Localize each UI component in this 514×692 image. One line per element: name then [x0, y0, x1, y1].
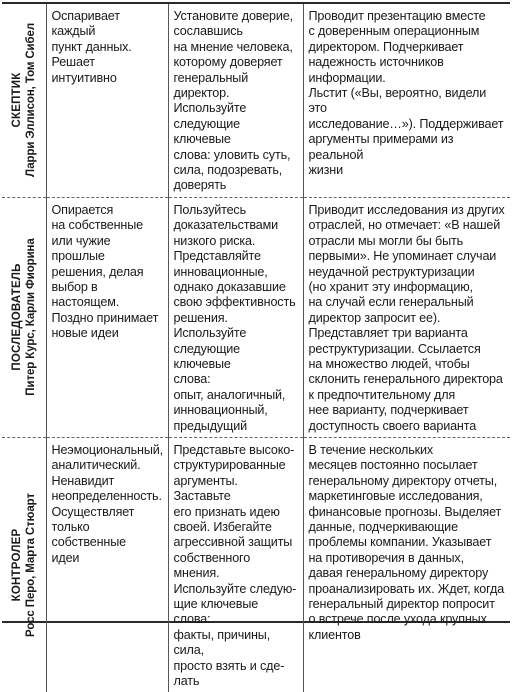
tips-cell: [168, 437, 303, 692]
table-row: [2, 437, 510, 692]
style-type: КОНТРОЛЕР: [10, 528, 23, 602]
tips-text: Пользуйтесь доказательствами низкого риска. Представляйте инновационные, однако доказавшие свою эффективность решения. Используйте следующие ключевые слова: опыт, аналогичный, инновационный, предыдущий: [173, 202, 296, 433]
styles-grid: [2, 4, 510, 692]
traits-cell: [46, 437, 168, 692]
decision-styles-table: [2, 2, 510, 689]
example-cell: [303, 437, 510, 692]
row-label-follower: [2, 197, 46, 437]
tips-text: Представьте высоко- структурированные аргументы. Заставьте его признать идею своей. Избегайте агрессивной защиты собственного мнения. Используйте следую- щие ключевые слова: факты, причины, сила, просто взять и сде- лать: [173, 442, 297, 689]
traits-cell: [46, 4, 168, 197]
example-text: Приводит исследования из других отраслей, но отмечает: «В нашей отрасли мы могли бы быть первыми». Не упоминает случаи неудачной реструктуризации (но хранит эту информацию, на случай если генеральный директор запросит ее). Представляет три варианта реструктуризации. Ссылается на множество людей, чтобы склонить генерального директора к предпочтительному для нее варианту, подчеркивает доступность своего варианта: [308, 202, 505, 433]
table-row: [2, 4, 510, 197]
example-text: В течение нескольких месяцев постоянно посылает генеральному директору отчеты, маркетинговые исследования, финансовые прогнозы. Выделяет данные, подчеркивающие проблемы компании. Указывает на противоречия в данных, давая генеральному директору проанализировать их. Ждет, когда генеральный директор попросит о встрече после ухода крупных клиентов: [308, 442, 505, 642]
row-label-skeptic: [2, 4, 46, 197]
row-label-controller: [2, 437, 46, 692]
example-cell: [303, 197, 510, 437]
example-text: Проводит презентацию вместе с доверенным операционным директором. Подчеркивает надежность источников информации. Льстит («Вы, вероятно, видели это исследование…»). Поддерживает аргументы примерами из реальной жизни: [308, 9, 504, 178]
style-examples: Ларри Эллисон, Том Сибел: [24, 23, 37, 178]
traits-text: Оспаривает каждый пункт данных. Решает интуитивно: [51, 9, 132, 85]
style-examples: Росс Перо, Марта Стюарт: [24, 493, 37, 638]
tips-cell: [168, 197, 303, 437]
tips-text: Установите доверие, сославшись на мнение человека, которому доверяет генеральный директор. Используйте следующие ключевые слова: уловить суть, сила, подозревать, доверять: [173, 9, 293, 193]
example-cell: [303, 4, 510, 197]
traits-text: Опирается на собственные или чужие прошлые решения, делая выбор в настоящем. Поздно принимает новые идеи: [51, 202, 159, 341]
traits-cell: [46, 197, 168, 437]
style-type: СКЕПТИК: [10, 72, 23, 128]
style-type: ПОСЛЕДОВАТЕЛЬ: [10, 263, 23, 372]
style-examples: Питер Курс, Карли Фиорина: [24, 238, 37, 397]
traits-text: Неэмоциональный, аналитический. Ненавидит неопределенность. Осуществляет только собственные идеи: [51, 442, 163, 565]
table-row: [2, 197, 510, 437]
tips-cell: [168, 4, 303, 197]
